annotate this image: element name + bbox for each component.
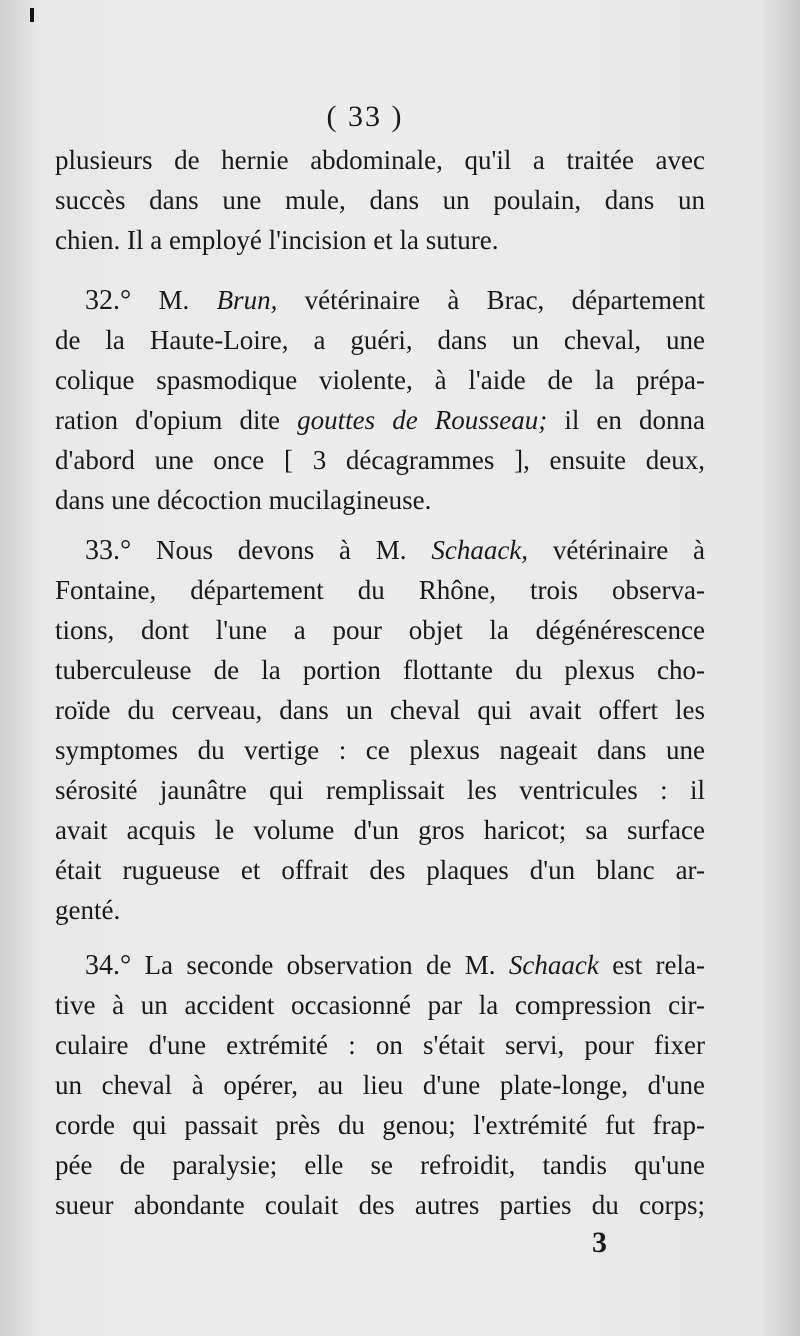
text-line: d'abord une once [ 3 décagrammes ], ensuite deux,: [55, 445, 705, 475]
person-name: Schaack: [508, 950, 599, 980]
person-name: Schaack,: [431, 535, 529, 565]
text-run: vétérinaire à: [552, 535, 706, 565]
text-line: un cheval à opérer, au lieu d'une plate-longe, d'une: [55, 1070, 705, 1100]
text-line: symptomes du vertige : ce plexus nageait dans une: [55, 735, 705, 765]
text-line: tuberculeuse de la portion flottante du plexus cho-: [55, 655, 705, 685]
text-run: Nous devons à M.: [155, 535, 407, 565]
text-line: pée de paralysie; elle se refroidit, tandis qu'une: [55, 1150, 705, 1180]
text-line: colique spasmodique violente, à l'aide de la prépa-: [55, 365, 705, 395]
text-line: sérosité jaunâtre qui remplissait les ventricules : il: [55, 775, 705, 805]
paragraph-number: 32.°: [85, 285, 132, 316]
remedy-name: gouttes de Rousseau;: [297, 405, 548, 435]
text-line: de la Haute-Loire, a guéri, dans un cheval, une: [55, 325, 705, 355]
text-line: genté.: [55, 895, 121, 925]
text-line: [55, 280, 705, 320]
paragraph-32: [55, 280, 705, 520]
text-line: sueur abondante coulait des autres parties du corps;: [55, 1190, 705, 1220]
text-line: roïde du cerveau, dans un cheval qui avait offert les: [55, 695, 705, 725]
text-line: succès dans une mule, dans un poulain, dans un: [55, 185, 705, 215]
person-name: Brun,: [216, 285, 278, 315]
margin-mark: [30, 8, 34, 22]
page-number: ( 33 ): [326, 100, 404, 133]
text-line: [55, 530, 705, 570]
text-run: M.: [158, 285, 190, 315]
text-line: corde qui passait près du genou; l'extrémité fut frap-: [55, 1110, 705, 1140]
text-line: plusieurs de hernie abdominale, qu'il a traitée avec: [55, 145, 705, 175]
text-line: avait acquis le volume d'un gros haricot; sa surface: [55, 815, 705, 845]
paragraph-continuation: [55, 140, 705, 260]
text-line: culaire d'une extrémité : on s'était servi, pour fixer: [55, 1030, 705, 1060]
text-run: est rela-: [612, 950, 705, 980]
text-run: La seconde observation de M.: [144, 950, 496, 980]
paragraph-number: 33.°: [85, 535, 132, 566]
text-line: [55, 945, 705, 985]
text-run: vétérinaire à Brac, département: [304, 285, 706, 315]
signature-mark: 3: [592, 1226, 607, 1259]
text-line: dans une décoction mucilagineuse.: [55, 485, 432, 515]
text-line: chien. Il a employé l'incision et la suture.: [55, 225, 499, 255]
text-line: était rugueuse et offrait des plaques d'un blanc ar-: [55, 855, 705, 885]
paragraph-34: [55, 945, 705, 1225]
text-line: [55, 400, 705, 440]
paragraph-number: 34.°: [85, 950, 132, 981]
text-run: il en donna: [564, 405, 705, 435]
text-run: ration d'opium dite: [55, 405, 281, 435]
text-line: tive à un accident occasionné par la compression cir-: [55, 990, 705, 1020]
text-line: tions, dont l'une a pour objet la dégénérescence: [55, 615, 705, 645]
paragraph-33: [55, 530, 705, 930]
text-line: Fontaine, département du Rhône, trois observa-: [55, 575, 705, 605]
